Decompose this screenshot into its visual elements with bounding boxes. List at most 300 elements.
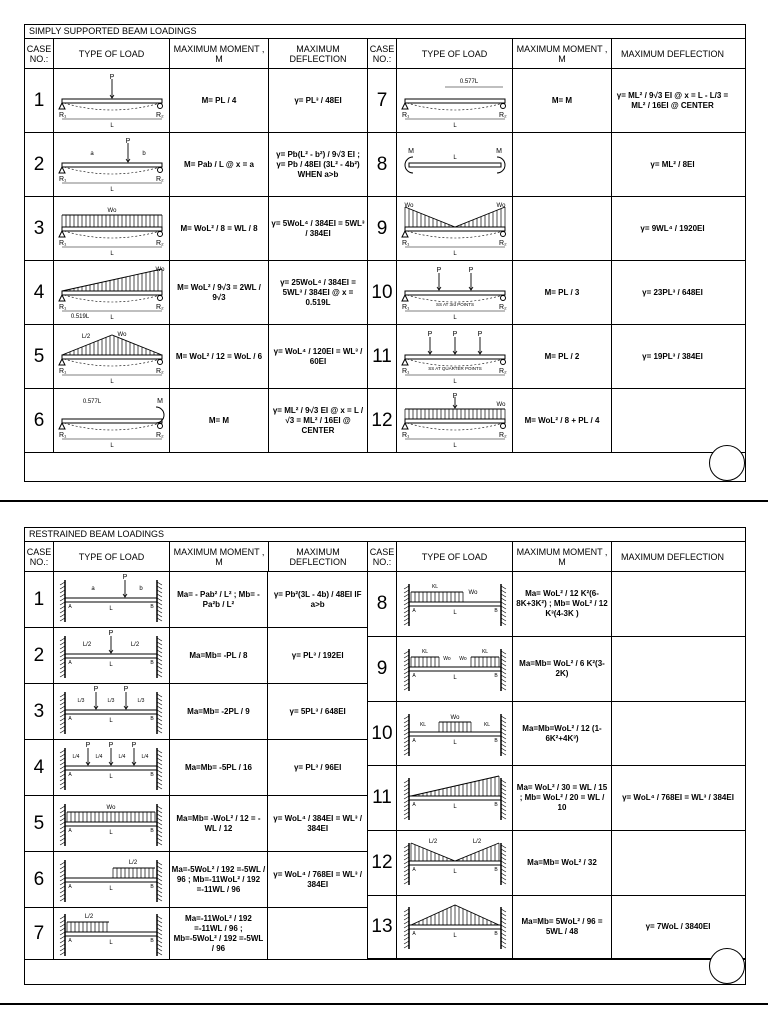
pin-support bbox=[59, 231, 65, 237]
header-deflection: MAXIMUM DEFLECTION bbox=[620, 48, 724, 59]
fixed-wall-left bbox=[60, 804, 65, 846]
moment-formula-text: M= PL / 2 bbox=[544, 351, 580, 361]
dim-0577: 0.577L bbox=[82, 398, 101, 405]
deflection-formula bbox=[612, 261, 733, 324]
dim-half: L/2 bbox=[83, 641, 92, 648]
header-case: CASE NO.: bbox=[368, 39, 397, 68]
beam bbox=[409, 925, 501, 929]
load-diagram-case-2 bbox=[54, 628, 170, 683]
table-row bbox=[25, 908, 367, 960]
page-circle-marker bbox=[709, 948, 745, 984]
dim-quarter: L/4 bbox=[72, 753, 80, 760]
restrained-left-column bbox=[25, 572, 368, 959]
header-case: CASE NO.: bbox=[25, 542, 54, 571]
distributed-load bbox=[67, 922, 109, 932]
deflection-formula bbox=[268, 684, 367, 739]
header-type: TYPE OF LOAD bbox=[54, 39, 170, 68]
moment-formula-text: Ma=Mb= 5WoL² / 96 = 5WL / 48 bbox=[521, 917, 603, 937]
pin-support bbox=[59, 295, 65, 301]
dim-quarter: L/4 bbox=[95, 753, 103, 760]
deflection-curve bbox=[64, 423, 160, 430]
deflection-formula-text: γ= Pb(L² - b²) / 9√3 EI ; γ= Pb / 48EI (3L² - 4b²) WHEN a>b bbox=[276, 149, 360, 179]
distributed-load bbox=[67, 812, 155, 822]
deflection-formula-text: γ= PL³ / 192EI bbox=[291, 650, 344, 660]
load-diagram-case-7 bbox=[397, 69, 513, 132]
beam-diagram bbox=[399, 899, 511, 955]
beam-diagram bbox=[56, 329, 168, 385]
distributed-load bbox=[439, 722, 471, 732]
load-p-label: P bbox=[468, 266, 473, 274]
beam-diagram bbox=[399, 137, 511, 193]
beam-diagram bbox=[399, 393, 511, 449]
case-number: 10 bbox=[368, 261, 397, 324]
load-wo-label: Wo bbox=[107, 207, 116, 214]
pin-support bbox=[59, 103, 65, 109]
distributed-load bbox=[411, 592, 463, 602]
fixed-wall-left bbox=[404, 649, 409, 691]
reaction-r2: R₂ bbox=[155, 303, 164, 311]
header-type: TYPE OF LOAD bbox=[397, 39, 513, 68]
page-separator-top bbox=[0, 500, 768, 502]
dim-half: L/2 bbox=[428, 839, 437, 846]
beam bbox=[405, 99, 505, 103]
case-number: 1 bbox=[25, 69, 54, 132]
beam-diagram bbox=[56, 201, 168, 257]
span-label: L bbox=[109, 605, 113, 612]
span-label: L bbox=[109, 939, 113, 946]
span-label: L bbox=[452, 933, 457, 940]
deflection-formula bbox=[612, 197, 733, 260]
dim-kl: KL bbox=[431, 583, 438, 590]
deflection-formula bbox=[612, 637, 744, 701]
dim-0577: 0.577L bbox=[459, 78, 478, 85]
beam-diagram bbox=[55, 852, 167, 907]
beam bbox=[65, 654, 157, 658]
case-number: 4 bbox=[25, 740, 54, 795]
moment-label: M bbox=[407, 147, 414, 155]
moment-formula bbox=[170, 389, 269, 452]
moment-formula-text: Ma=-5WoL² / 192 =-5WL / 96 ; Mb=-11WoL² / 192 =-11WL / 96 bbox=[171, 864, 266, 894]
deflection-formula-text: γ= ML² / 8EI bbox=[650, 159, 695, 169]
dim-half: L/2 bbox=[472, 839, 481, 846]
support-a-label: A bbox=[411, 802, 416, 809]
note-quarter-points: SS AT QUARTER POINTS bbox=[427, 365, 482, 371]
page-circle-marker bbox=[709, 445, 745, 481]
dim-kl: KL bbox=[481, 648, 488, 655]
support-a-label: A bbox=[68, 771, 72, 778]
moment-formula bbox=[513, 389, 612, 452]
support-b-label: B bbox=[150, 659, 154, 666]
deflection-formula-text: γ= 23PL³ / 648EI bbox=[642, 287, 703, 297]
load-diagram-case-11 bbox=[397, 325, 513, 388]
load-wo-label: Wo bbox=[155, 266, 164, 273]
beam-diagram bbox=[56, 73, 168, 129]
moment-formula bbox=[513, 896, 612, 958]
simply-supported-panel bbox=[24, 24, 746, 482]
load-diagram-case-12 bbox=[397, 389, 513, 452]
moment-formula bbox=[170, 261, 269, 324]
support-a-label: A bbox=[411, 737, 416, 744]
dim-third: L/3 bbox=[137, 697, 145, 704]
pin-support bbox=[59, 359, 65, 365]
table-row bbox=[25, 261, 745, 325]
dim-b: b bbox=[139, 585, 143, 592]
beam bbox=[409, 861, 501, 865]
restrained-right-column bbox=[368, 572, 745, 959]
beam bbox=[405, 227, 505, 231]
pin-support bbox=[402, 423, 408, 429]
deflection-curve bbox=[407, 423, 503, 430]
moment-formula bbox=[513, 133, 612, 196]
support-b-label: B bbox=[150, 603, 154, 610]
case-number: 11 bbox=[368, 325, 397, 388]
beam-diagram bbox=[399, 706, 511, 762]
load-p-label: P bbox=[452, 330, 457, 338]
support-a-label: A bbox=[68, 715, 72, 722]
reaction-r2: R₂ bbox=[155, 367, 164, 375]
support-a-label: A bbox=[68, 937, 72, 944]
beam bbox=[409, 602, 501, 606]
beam bbox=[62, 419, 162, 423]
table-row bbox=[25, 325, 745, 389]
fixed-wall-left bbox=[404, 843, 409, 885]
simply-table bbox=[25, 39, 745, 473]
dim-kl: KL bbox=[483, 721, 490, 728]
deflection-formula bbox=[269, 325, 368, 388]
reaction-r1: R₁ bbox=[401, 111, 409, 119]
moment-formula bbox=[170, 69, 269, 132]
support-a-label: A bbox=[68, 659, 72, 666]
beam-diagram bbox=[55, 796, 167, 851]
table-row bbox=[25, 133, 745, 197]
table-row bbox=[368, 831, 745, 896]
pin-support bbox=[402, 103, 408, 109]
beam bbox=[62, 99, 162, 103]
beam bbox=[65, 710, 157, 714]
beam-diagram bbox=[56, 265, 168, 321]
beam bbox=[409, 667, 501, 671]
moment-formula-text: Ma= WoL² / 12 K²(6-8K+3K²) ; Mb= WoL² / 12 K³(4-3K ) bbox=[516, 588, 608, 618]
fixed-wall-left bbox=[404, 714, 409, 756]
beam bbox=[62, 355, 162, 359]
distributed-load bbox=[411, 657, 439, 667]
support-a-label: A bbox=[411, 931, 416, 938]
deflection-curve bbox=[407, 103, 503, 110]
fixed-wall-right bbox=[157, 748, 162, 790]
load-diagram-case-4 bbox=[54, 261, 170, 324]
load-diagram-case-5 bbox=[54, 796, 170, 851]
reaction-r1: R₁ bbox=[58, 303, 66, 311]
span-label: L bbox=[452, 739, 457, 746]
support-b-label: B bbox=[493, 867, 498, 874]
deflection-formula bbox=[268, 572, 367, 627]
dim-b: b bbox=[141, 150, 146, 157]
case-number: 6 bbox=[25, 852, 54, 907]
header-moment: MAXIMUM MOMENT , M bbox=[513, 542, 612, 571]
load-diagram-case-2 bbox=[54, 133, 170, 196]
case-number: 13 bbox=[368, 896, 397, 958]
beam bbox=[405, 419, 505, 423]
deflection-formula-text: γ= 9WL⁴ / 1920EI bbox=[640, 223, 705, 233]
load-diagram-case-10 bbox=[397, 702, 513, 766]
fixed-wall-left bbox=[60, 580, 65, 622]
pin-support bbox=[402, 231, 408, 237]
moment-formula-text: Ma=-11WoL² / 192 =-11WL / 96 ; Mb=-5WoL² / 192 =-5WL / 96 bbox=[173, 913, 264, 953]
roller-support bbox=[500, 103, 505, 108]
deflection-formula-text: γ= 25WoL⁴ / 384EI = 5WL³ / 384EI @ x = 0.519L bbox=[280, 277, 356, 307]
beam bbox=[65, 822, 157, 826]
support-b-label: B bbox=[150, 771, 154, 778]
reaction-r1: R₁ bbox=[401, 303, 409, 311]
fixed-wall-left bbox=[404, 584, 409, 626]
table-row bbox=[368, 702, 745, 767]
beam bbox=[405, 291, 505, 295]
simply-rows bbox=[25, 69, 745, 453]
fixed-wall-left bbox=[60, 748, 65, 790]
deflection-curve bbox=[407, 359, 503, 366]
dim-quarter: L/4 bbox=[141, 753, 149, 760]
roller-support bbox=[500, 423, 505, 428]
deflection-formula-text: γ= Pb²(3L - 4b) / 48EI IF a>b bbox=[273, 589, 362, 609]
load-diagram-case-13 bbox=[397, 896, 513, 958]
load-wo-label: Wo bbox=[450, 714, 459, 721]
table-row bbox=[368, 766, 745, 831]
deflection-formula-text: γ= ML² / 9√3 EI @ x = L - L/3 = ML² / 16EI @ CENTER bbox=[616, 90, 729, 110]
load-wo-label: Wo bbox=[404, 202, 413, 209]
reaction-r2: R₂ bbox=[155, 239, 164, 247]
deflection-formula bbox=[269, 197, 368, 260]
support-b-label: B bbox=[150, 715, 154, 722]
moment-formula bbox=[170, 684, 269, 739]
span-label: L bbox=[452, 314, 457, 321]
load-diagram-case-1 bbox=[54, 572, 170, 627]
case-number: 5 bbox=[25, 796, 54, 851]
deflection-formula bbox=[268, 740, 367, 795]
support-a-label: A bbox=[411, 607, 416, 614]
moment-formula-text: M= PL / 4 bbox=[201, 95, 237, 105]
distributed-load bbox=[113, 868, 155, 878]
deflection-formula bbox=[612, 389, 733, 452]
span-label: L bbox=[452, 154, 457, 161]
table-row bbox=[25, 572, 367, 628]
load-diagram-case-8 bbox=[397, 572, 513, 636]
beam-diagram bbox=[55, 572, 167, 627]
load-p-label: P bbox=[436, 266, 441, 274]
load-diagram-case-9 bbox=[397, 637, 513, 701]
deflection-formula-text: γ= WoL⁴ / 768EI = WL³ / 384EI bbox=[622, 793, 734, 803]
table-row bbox=[25, 628, 367, 684]
moment-formula-text: Ma=Mb= WoL² / 32 bbox=[527, 858, 597, 868]
fixed-wall-right bbox=[501, 649, 506, 691]
roller-support bbox=[500, 231, 505, 236]
table-row bbox=[25, 69, 745, 133]
fixed-wall-right bbox=[157, 914, 162, 956]
case-number: 8 bbox=[368, 572, 397, 636]
fixed-wall-right bbox=[501, 584, 506, 626]
header-deflection: MAXIMUM DEFLECTION bbox=[269, 39, 368, 68]
moment-formula bbox=[513, 831, 612, 895]
moment-formula-text: Ma=Mb= -5PL / 16 bbox=[184, 762, 252, 772]
dim-half: L/2 bbox=[131, 641, 140, 648]
beam bbox=[65, 932, 157, 936]
beam bbox=[62, 163, 162, 167]
dim-half: L/2 bbox=[129, 859, 138, 866]
deflection-formula-text: γ= PL³ / 96EI bbox=[293, 762, 342, 772]
deflection-formula bbox=[612, 702, 744, 766]
load-diagram-case-3 bbox=[54, 684, 170, 739]
table-row bbox=[25, 197, 745, 261]
header-type: TYPE OF LOAD bbox=[397, 542, 513, 571]
distributed-load bbox=[62, 215, 162, 227]
moment-formula-text: M= M bbox=[208, 415, 230, 425]
load-outline bbox=[62, 269, 162, 291]
support-a-label: A bbox=[411, 867, 416, 874]
load-diagram-case-1 bbox=[54, 69, 170, 132]
restrained-body bbox=[25, 572, 745, 960]
fixed-wall-right bbox=[157, 636, 162, 678]
case-number: 9 bbox=[368, 637, 397, 701]
deflection-formula bbox=[269, 261, 368, 324]
dim-half: L/2 bbox=[85, 913, 94, 920]
span-label: L bbox=[109, 885, 113, 892]
support-b-label: B bbox=[150, 827, 154, 834]
table-header bbox=[25, 542, 745, 572]
moment-formula bbox=[513, 261, 612, 324]
fixed-wall-left bbox=[404, 778, 409, 820]
beam-diagram bbox=[399, 329, 511, 385]
moment-formula-text: M= Pab / L @ x = a bbox=[184, 159, 254, 169]
roller-support bbox=[157, 359, 162, 364]
load-diagram-case-6 bbox=[54, 852, 170, 907]
distributed-load bbox=[411, 776, 499, 796]
deflection-formula bbox=[269, 389, 368, 452]
reaction-r2: R₂ bbox=[498, 431, 507, 439]
support-b-label: B bbox=[150, 937, 154, 944]
dim-kl: KL bbox=[419, 721, 426, 728]
dim-quarter: L/4 bbox=[118, 753, 126, 760]
load-diagram-case-12 bbox=[397, 831, 513, 895]
distributed-load bbox=[62, 335, 162, 355]
table-row bbox=[25, 740, 367, 796]
load-outline bbox=[62, 335, 162, 355]
deflection-formula bbox=[612, 133, 733, 196]
case-number: 3 bbox=[25, 197, 54, 260]
beam-diagram bbox=[55, 908, 167, 959]
load-diagram-case-3 bbox=[54, 197, 170, 260]
case-number: 5 bbox=[25, 325, 54, 388]
span-label: L bbox=[109, 122, 114, 129]
reaction-r1: R₁ bbox=[58, 111, 66, 119]
load-p-label: P bbox=[93, 685, 99, 693]
case-number: 3 bbox=[25, 684, 54, 739]
span-label: L bbox=[109, 717, 113, 724]
distributed-load bbox=[405, 409, 505, 419]
header-moment: MAXIMUM MOMENT , M bbox=[170, 542, 269, 571]
case-number: 1 bbox=[25, 572, 54, 627]
support-a-label: A bbox=[411, 672, 416, 679]
moment-formula bbox=[170, 628, 269, 683]
moment-formula-text: Ma=Mb= -2PL / 9 bbox=[187, 706, 250, 716]
deflection-curve bbox=[407, 231, 503, 238]
moment-formula bbox=[170, 852, 269, 907]
reaction-r2: R₂ bbox=[155, 431, 164, 439]
case-number: 4 bbox=[25, 261, 54, 324]
distributed-load bbox=[405, 207, 505, 227]
moment-formula bbox=[170, 325, 269, 388]
distributed-load bbox=[411, 843, 499, 861]
case-number: 2 bbox=[25, 133, 54, 196]
table-row bbox=[25, 796, 367, 852]
deflection-curve bbox=[64, 231, 160, 238]
beam-diagram bbox=[56, 137, 168, 193]
moment-formula-text: Ma=Mb= -PL / 8 bbox=[189, 650, 248, 660]
case-number: 6 bbox=[25, 389, 54, 452]
span-label: L bbox=[452, 250, 457, 257]
load-p-label: P bbox=[131, 741, 137, 749]
moment-formula bbox=[170, 796, 269, 851]
span-label: L bbox=[109, 250, 114, 257]
distributed-load bbox=[471, 657, 499, 667]
deflection-curve bbox=[64, 103, 160, 110]
beam-diagram bbox=[399, 265, 511, 321]
load-outline bbox=[411, 843, 499, 861]
distributed-load bbox=[62, 269, 162, 291]
beam bbox=[65, 598, 157, 602]
moment-formula bbox=[513, 766, 612, 830]
load-p-label: P bbox=[122, 573, 128, 581]
span-label: L bbox=[452, 869, 457, 876]
beam bbox=[405, 355, 505, 359]
case-number: 9 bbox=[368, 197, 397, 260]
deflection-formula bbox=[612, 572, 744, 636]
load-wo-label: Wo bbox=[117, 331, 126, 338]
roller-support bbox=[157, 231, 162, 236]
case-number: 12 bbox=[368, 389, 397, 452]
deflection-formula-text: γ= 5WoL⁴ / 384EI = 5WL³ / 384EI bbox=[271, 218, 365, 238]
span-label: L bbox=[452, 674, 457, 681]
roller-support bbox=[157, 103, 162, 108]
load-wo-label: Wo bbox=[106, 804, 116, 811]
moment-formula bbox=[170, 908, 269, 959]
span-label: L bbox=[452, 609, 457, 616]
load-diagram-case-4 bbox=[54, 740, 170, 795]
reaction-r2: R₂ bbox=[498, 367, 507, 375]
fixed-wall-right bbox=[157, 692, 162, 734]
roller-support bbox=[500, 359, 505, 364]
moment-formula-text: Ma=Mb= WoL² / 6 K²(3-2K) bbox=[519, 658, 605, 678]
moment-formula bbox=[513, 325, 612, 388]
fixed-wall-left bbox=[60, 692, 65, 734]
moment-formula bbox=[513, 197, 612, 260]
load-p-label: P bbox=[85, 741, 91, 749]
reaction-r1: R₁ bbox=[58, 239, 66, 247]
deflection-formula-text: γ= 19PL³ / 384EI bbox=[642, 351, 703, 361]
moment-formula bbox=[513, 702, 612, 766]
table-row bbox=[368, 637, 745, 702]
case-number: 11 bbox=[368, 766, 397, 830]
case-number: 7 bbox=[368, 69, 397, 132]
reaction-r2: R₂ bbox=[155, 111, 164, 119]
fixed-wall-right bbox=[501, 778, 506, 820]
pin-support bbox=[59, 423, 65, 429]
deflection-formula bbox=[268, 628, 367, 683]
moment-formula bbox=[513, 69, 612, 132]
restrained-table bbox=[25, 542, 745, 960]
load-outline bbox=[405, 207, 505, 227]
moment-formula-text: Ma=Mb= -WoL² / 12 = -WL / 12 bbox=[176, 813, 261, 833]
span-label: L bbox=[109, 829, 113, 836]
load-wo-label: Wo bbox=[442, 655, 451, 662]
